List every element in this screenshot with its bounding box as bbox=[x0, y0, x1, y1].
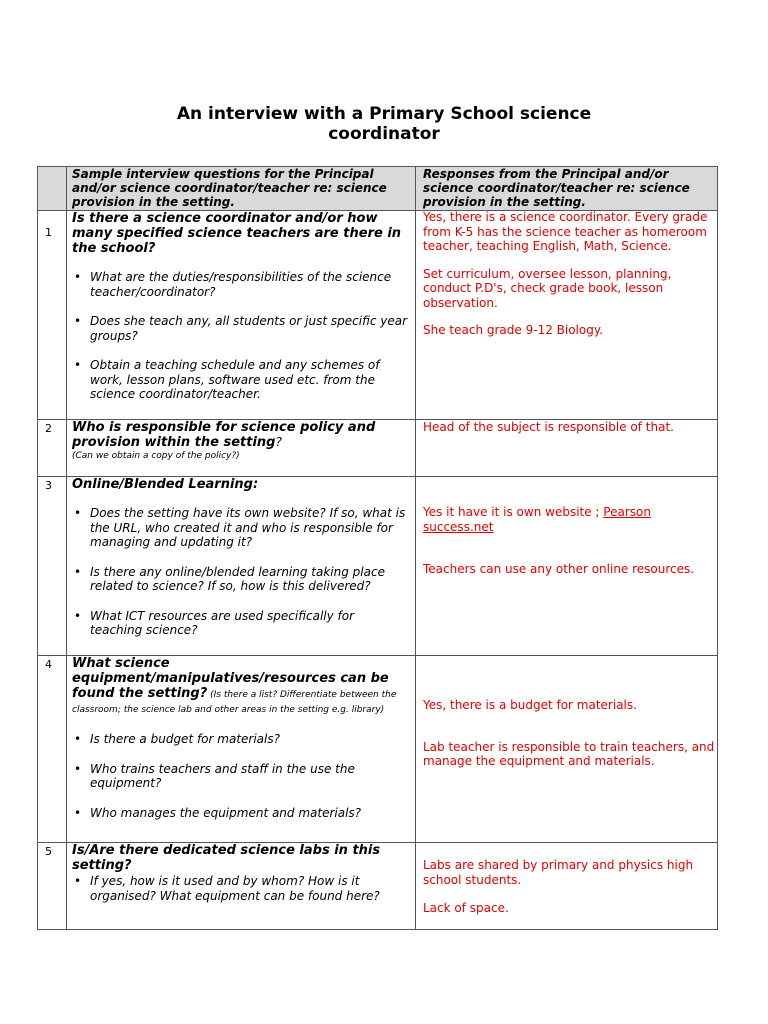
document-title bbox=[0, 104, 768, 144]
bullet-icon: • bbox=[74, 805, 82, 820]
response-text: Yes, there is a science coordinator. Every grade from K-5 has the science teacher as homeroom teacher, teaching English, Math, Science. bbox=[423, 210, 708, 253]
table-row bbox=[72, 477, 410, 638]
question-bullet-list bbox=[72, 506, 410, 638]
row-number: 4 bbox=[45, 658, 52, 671]
bullet-icon: • bbox=[74, 506, 82, 520]
question-text: Is/Are there dedicated science labs in this setting? bbox=[72, 843, 381, 873]
question-note: (Can we obtain a copy of the policy?) bbox=[72, 451, 240, 461]
document-title-line-2: coordinator bbox=[328, 124, 440, 144]
table-divider-responses bbox=[415, 166, 416, 930]
response-text: Lack of space. bbox=[423, 901, 509, 915]
row-number: 1 bbox=[45, 226, 52, 239]
bullet-icon: • bbox=[74, 874, 82, 888]
response-text: Lab teacher is responsible to train teachers, and manage the equipment and materials. bbox=[423, 739, 715, 768]
header-questions: Sample interview questions for the Principal and/or science coordinator/teacher re: science provision in the setting. bbox=[72, 167, 387, 209]
pearson-link[interactable]: Pearson bbox=[603, 505, 651, 519]
bullet-icon: • bbox=[74, 314, 82, 328]
question-text: What science equipment/manipulatives/resources can be found the setting? (Is there a list? Differentiate between the classroom; the science lab and other areas in the setting e.g. library) bbox=[72, 656, 397, 715]
question-text: Online/Blended Learning: bbox=[72, 477, 259, 492]
list-item: • Obtain a teaching schedule and any schemes of work, lesson plans, software used etc. from the science coordinator/teacher. bbox=[74, 358, 380, 401]
list-item: • What ICT resources are used specifically for teaching science? bbox=[74, 608, 355, 637]
bullet-icon: • bbox=[74, 564, 82, 579]
row-number: 3 bbox=[45, 479, 52, 492]
interview-table bbox=[37, 166, 718, 930]
bullet-icon: • bbox=[74, 608, 82, 623]
table-border-right bbox=[717, 166, 718, 930]
bullet-icon: • bbox=[74, 761, 82, 776]
response-cell bbox=[423, 210, 715, 338]
list-item: • What are the duties/responsibilities of the science teacher/coordinator? bbox=[74, 270, 392, 299]
response-text: Yes it have it is own website ; Pearson success.net bbox=[423, 505, 651, 534]
list-item: • If yes, how is it used and by whom? How is it organised? What equipment can be found here? bbox=[74, 874, 380, 903]
question-bullet-list bbox=[72, 874, 410, 903]
list-item: • Is there a budget for materials? bbox=[74, 732, 280, 746]
question-text: Who is responsible for science policy and provision within the setting? bbox=[72, 420, 376, 450]
pearson-link-line-2[interactable]: success.net bbox=[423, 519, 494, 534]
response-text: She teach grade 9-12 Biology. bbox=[423, 323, 604, 337]
question-text: Is there a science coordinator and/or how many specified science teachers are there in the school? bbox=[72, 211, 402, 256]
table-border-left bbox=[37, 166, 38, 930]
header-responses: Responses from the Principal and/or science coordinator/teacher re: science provision in the setting. bbox=[423, 167, 690, 209]
list-item: • Is there any online/blended learning taking place related to science? If so, how is this delivered? bbox=[74, 564, 385, 593]
bullet-icon: • bbox=[74, 270, 82, 284]
response-text: Teachers can use any other online resources. bbox=[423, 562, 695, 576]
response-text: Head of the subject is responsible of that. bbox=[423, 420, 674, 434]
document-title-line-1: An interview with a Primary School science bbox=[176, 104, 592, 124]
response-cell bbox=[423, 698, 715, 769]
table-divider-number bbox=[66, 166, 67, 930]
table-row bbox=[72, 656, 410, 820]
response-text: Yes, there is a budget for materials. bbox=[423, 698, 637, 712]
bullet-icon: • bbox=[74, 358, 82, 372]
response-cell bbox=[423, 420, 715, 435]
row-number: 2 bbox=[45, 422, 52, 435]
response-cell bbox=[423, 858, 715, 916]
bullet-icon: • bbox=[74, 732, 82, 746]
list-item: • Who manages the equipment and materials? bbox=[74, 805, 362, 820]
list-item: • Who trains teachers and staff in the use the equipment? bbox=[74, 761, 355, 790]
response-text: Set curriculum, oversee lesson, planning, conduct P.D's, check grade book, lesson observation. bbox=[423, 266, 672, 310]
list-item: • Does the setting have its own website? If so, what is the URL, who created it and who is responsible for managing and updating it? bbox=[74, 506, 406, 549]
response-text: Labs are shared by primary and physics high school students. bbox=[423, 858, 694, 887]
row-number: 5 bbox=[45, 845, 52, 858]
table-border-bottom bbox=[37, 929, 718, 930]
table-row bbox=[72, 843, 410, 903]
question-bullet-list bbox=[72, 732, 410, 820]
list-item: • Does she teach any, all students or just specific year groups? bbox=[74, 314, 407, 343]
question-bullet-list bbox=[72, 270, 410, 402]
table-row bbox=[72, 211, 410, 402]
response-cell bbox=[423, 505, 715, 577]
table-row bbox=[72, 420, 410, 462]
